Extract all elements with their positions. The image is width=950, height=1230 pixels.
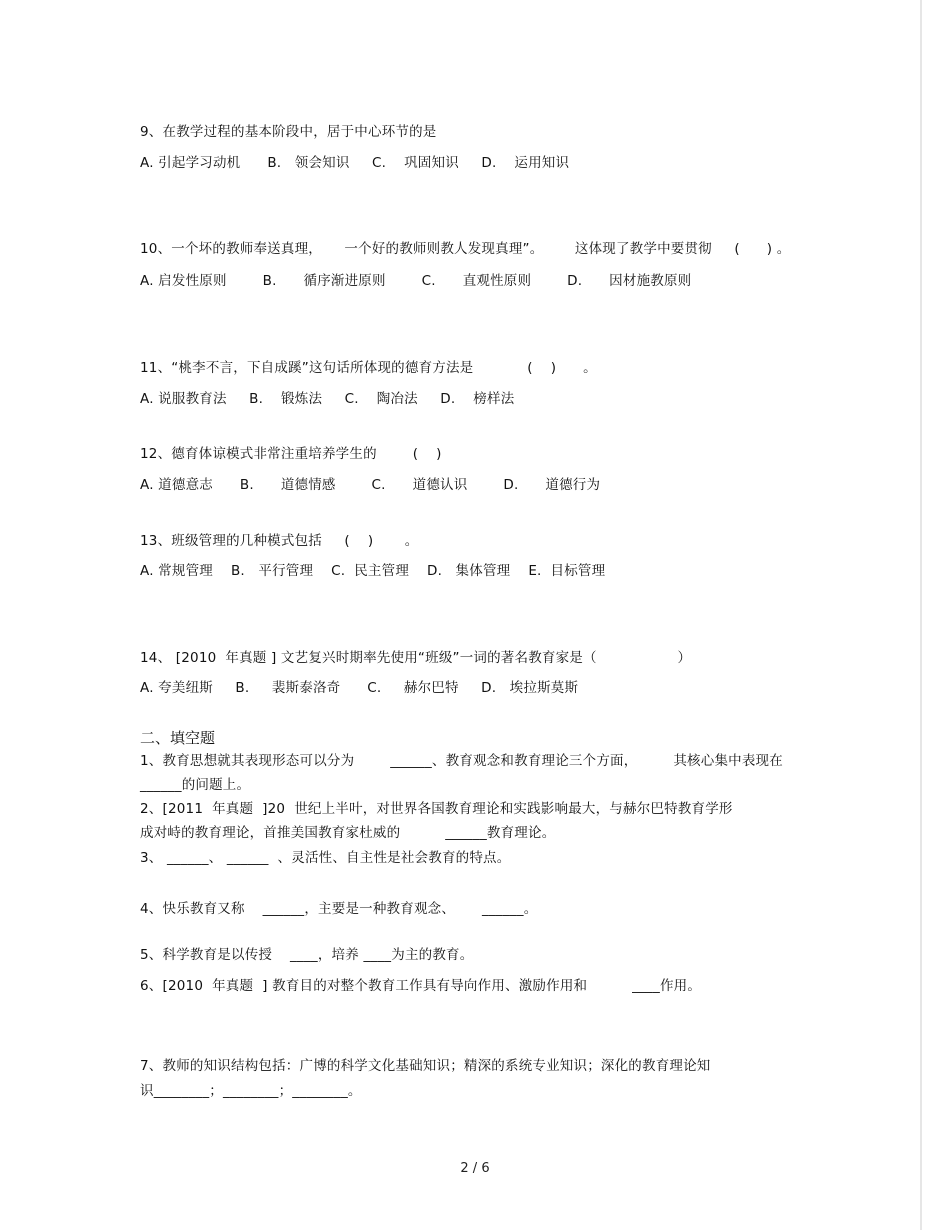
fill-line-6: 6、[2010 年真题 ] 教育目的对整个教育工作具有导向作用、激励作用和 ____作用。 — [140, 978, 702, 994]
fill-line-1: 1、教育思想就其表现形态可以分为 ______、教育观念和教育理论三个方面， 其核心集中表现在 — [140, 753, 783, 769]
question-10-options: A. 启发性原则 B. 循序渐进原则 C. 直观性原则 D. 因材施教原则 — [140, 273, 692, 289]
question-9: 9、在教学过程的基本阶段中，居于中心环节的是 — [140, 124, 437, 140]
question-12-options: A. 道德意志 B. 道德情感 C. 道德认识 D. 道德行为 — [140, 477, 601, 493]
question-13-options: A. 常规管理 B. 平行管理 C. 民主管理 D. 集体管理 E. 目标管理 — [140, 563, 606, 579]
fill-line-4: 4、快乐教育又称 ______，主要是一种教育观念、 ______。 — [140, 901, 538, 917]
fill-line-2b: 成对峙的教育理论，首推美国教育家杜威的 ______教育理论。 — [140, 825, 556, 841]
fill-line-5: 5、科学教育是以传授 ____，培养 ____为主的教育。 — [140, 947, 474, 963]
question-10: 10、一个坏的教师奉送真理， 一个好的教师则教人发现真理”。 这体现了教学中要贯彻 ( ) 。 — [140, 241, 791, 257]
fill-line-1b: ______的问题上。 — [140, 777, 251, 793]
fill-line-7b: 识________；________；________。 — [140, 1083, 362, 1099]
question-9-options: A. 引起学习动机 B. 领会知识 C. 巩固知识 D. 运用知识 — [140, 155, 570, 171]
question-11: 11、“桃李不言，下自成蹊”这句话所体现的德育方法是 ( ) 。 — [140, 360, 597, 376]
section-title: 二、填空题 — [140, 729, 216, 747]
question-14: 14、 [2010 年真题 ] 文艺复兴时期率先使用“班级”一词的著名教育家是（ ） — [140, 650, 692, 666]
page-number: 2 / 6 — [460, 1161, 490, 1176]
question-13: 13、班级管理的几种模式包括 ( ) 。 — [140, 533, 419, 549]
question-11-options: A. 说服教育法 B. 锻炼法 C. 陶冶法 D. 榜样法 — [140, 391, 515, 407]
page-edge — [920, 0, 922, 1230]
question-14-options: A. 夸美纽斯 B. 裴斯泰洛奇 C. 赫尔巴特 D. 埃拉斯莫斯 — [140, 680, 579, 696]
fill-line-2: 2、[2011 年真题 ]20 世纪上半叶，对世界各国教育理论和实践影响最大，与赫尔巴特教育学形 — [140, 801, 733, 817]
question-12: 12、德育体谅模式非常注重培养学生的 ( ) — [140, 446, 442, 462]
fill-line-3: 3、 ______、 ______ 、灵活性、自主性是社会教育的特点。 — [140, 850, 511, 866]
fill-line-7: 7、教师的知识结构包括：广博的科学文化基础知识；精深的系统专业知识；深化的教育理论知 — [140, 1058, 711, 1074]
